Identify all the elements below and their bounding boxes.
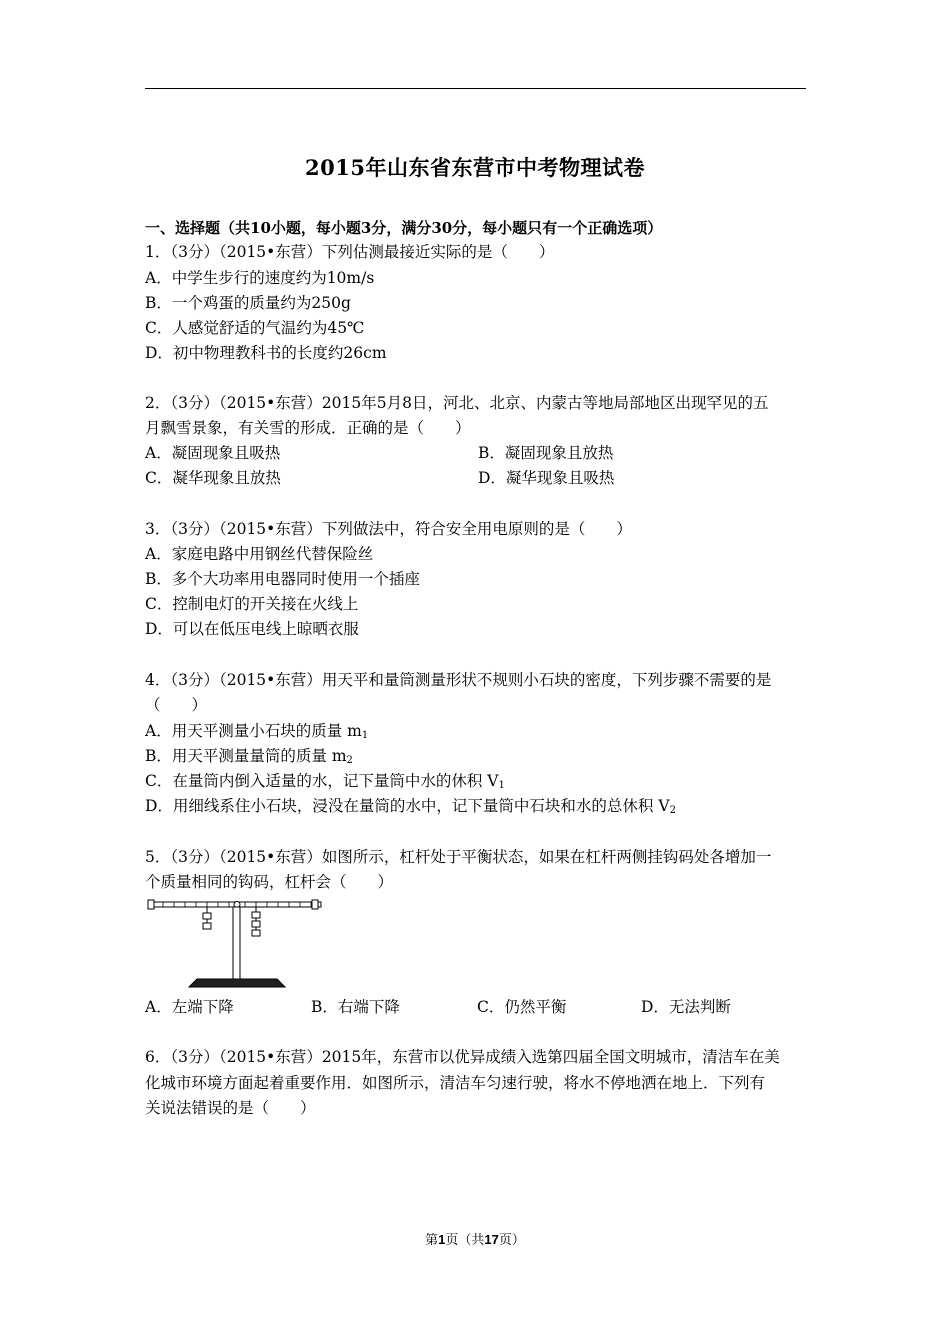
page-title: 2015年山东省东营市中考物理试卷 bbox=[305, 155, 645, 180]
question-1-option-c: C．人感觉舒适的气温约为45℃ bbox=[145, 319, 365, 337]
left-weights bbox=[203, 907, 211, 929]
question-5-stem-line1: 5．（3分）（2015•东营）如图所示，杠杆处于平衡状态，如果在杠杆两侧挂钩码处各增加一 bbox=[145, 848, 772, 866]
question-4-stem-line1: 4．（3分）（2015•东营）用天平和量筒测量形状不规则小石块的密度，下列步骤不需要的是 bbox=[145, 671, 772, 689]
question-5-option-b: B．右端下降 bbox=[311, 998, 400, 1016]
question-4-option-b: B．用天平测量量筒的质量 $m_2$ bbox=[145, 747, 353, 766]
question-1-option-b: B．一个鸡蛋的质量约为250g bbox=[145, 294, 351, 312]
question-4-option-d: D．用细线系住小石块，浸没在量筒的水中，记下量筒中石块和水的总休积 $V_2$ bbox=[145, 797, 676, 816]
stand-pole bbox=[233, 907, 240, 979]
question-3-option-d: D．可以在低压电线上晾晒衣服 bbox=[145, 620, 359, 638]
question-1-stem: 1．（3分）（2015•东营）下列估测最接近实际的是（ ） bbox=[145, 243, 555, 261]
page-total: 17 bbox=[484, 1232, 499, 1247]
section-heading: 一、选择题（共10小题，每小题3分，满分30分，每小题只有一个正确选项） bbox=[145, 219, 663, 237]
question-3-option-c: C．控制电灯的开关接在火线上 bbox=[145, 595, 359, 613]
question-2-option-a: A．凝固现象且吸热 bbox=[145, 444, 281, 462]
question-6-stem-line3: 关说法错误的是（ ） bbox=[145, 1099, 316, 1117]
question-5-option-d: D．无法判断 bbox=[641, 998, 731, 1016]
question-5-option-c: C．仍然平衡 bbox=[477, 998, 567, 1016]
question-4-stem-line2: （ ） bbox=[145, 696, 208, 714]
page-footer: 第1页（共17页） bbox=[425, 1232, 525, 1248]
right-balance-nut bbox=[312, 900, 318, 909]
question-6-stem-line2: 化城市环境方面起着重要作用．如图所示，清洁车匀速行驶，将水不停地洒在地上．下列有 bbox=[145, 1074, 766, 1092]
question-2-stem-line1: 2．（3分）（2015•东营）2015年5月8日，河北、北京、内蒙古等地局部地区出现罕见的五 bbox=[145, 394, 769, 412]
question-6-stem-line1: 6．（3分）（2015•东营）2015年，东营市以优异成绩入选第四届全国文明城市，清洁车在美 bbox=[145, 1048, 780, 1066]
stand-base bbox=[189, 979, 285, 987]
question-2-option-d: D．凝华现象且吸热 bbox=[478, 469, 615, 487]
question-5-option-a: A．左端下降 bbox=[145, 998, 234, 1016]
question-2-option-c: C．凝华现象且放热 bbox=[145, 469, 281, 487]
question-1-option-a: A．中学生步行的速度约为10m/s bbox=[145, 269, 375, 287]
question-2-stem-line2: 月飘雪景象，有关雪的形成．正确的是（ ） bbox=[145, 419, 471, 437]
question-3-option-b: B．多个大功率用电器同时使用一个插座 bbox=[145, 570, 420, 588]
lever-figure bbox=[145, 895, 330, 995]
question-1-option-d: D．初中物理教科书的长度约26cm bbox=[145, 344, 387, 362]
right-weights bbox=[252, 907, 260, 936]
left-balance-nut bbox=[148, 900, 154, 909]
question-4-option-c: C．在量筒内倒入适量的水，记下量筒中水的休积 $V_1$ bbox=[145, 772, 505, 791]
question-4-option-a: A．用天平测量小石块的质量 $m_1$ bbox=[145, 722, 369, 741]
page-number: 1 bbox=[438, 1232, 446, 1247]
question-3-option-a: A．家庭电路中用钢丝代替保险丝 bbox=[145, 545, 374, 563]
question-3-stem: 3．（3分）（2015•东营）下列做法中，符合安全用电原则的是（ ） bbox=[145, 520, 632, 538]
question-2-option-b: B．凝固现象且放热 bbox=[478, 444, 614, 462]
header-rule bbox=[145, 88, 806, 89]
question-5-stem-line2: 个质量相同的钩码，杠杆会（ ） bbox=[145, 873, 394, 891]
